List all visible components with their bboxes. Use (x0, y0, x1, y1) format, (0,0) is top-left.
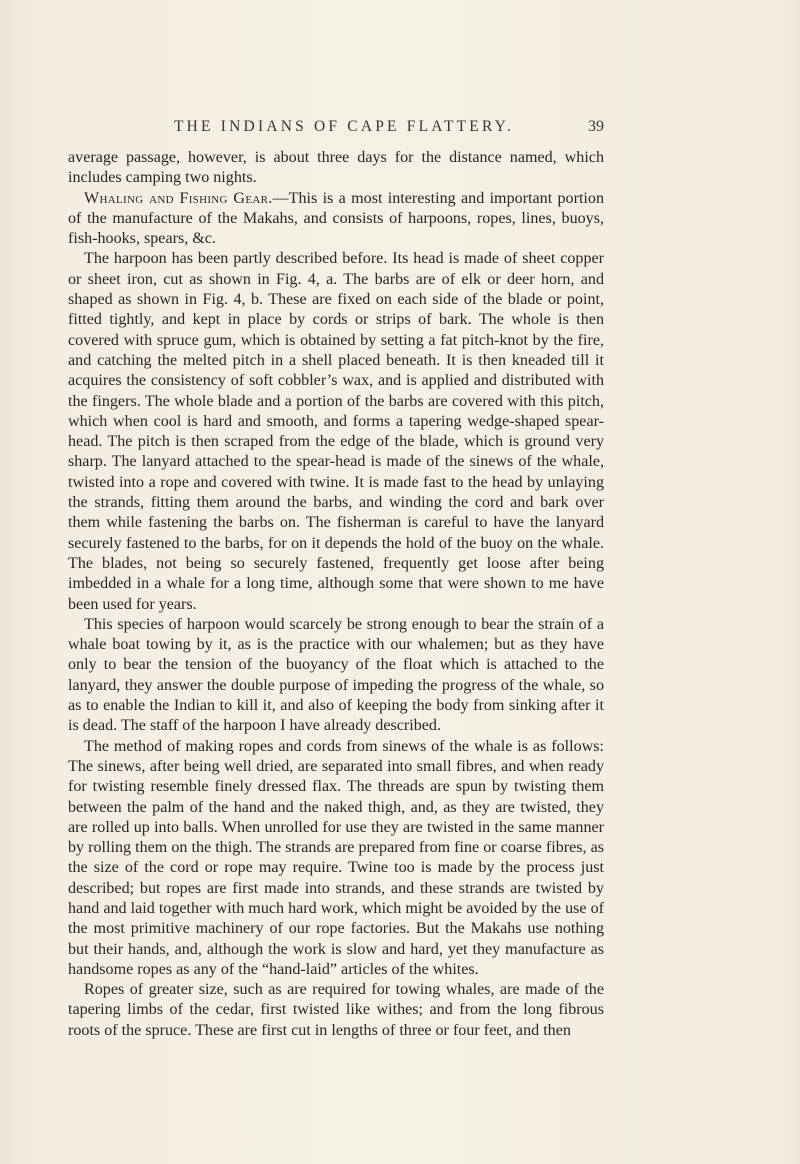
paragraph-harpoon-strength: This species of harpoon would scarcely be strong enough to bear the strain of a whale boat towing by it, as is the practice with our whalemen; but as they have only to bear the tension of the buoyancy of the float which is attached to the lanyard, they answer the double purpose of impeding the progress of the whale, so as to enable the Indian to kill it, and also of keeping the body from sinking after it is dead. The staff of the harpoon I have already described. (68, 615, 604, 735)
paragraph-continuation: average passage, however, is about three days for the distance named, which includes camping two nights. (68, 149, 604, 187)
page-number: 39 (588, 118, 604, 135)
paragraph-large-ropes: Ropes of greater size, such as are required for towing whales, are made of the tapering limbs of the cedar, first twisted like withes; and from the long fibrous roots of the spruce. These are first cut in lengths of three or four feet, and then (68, 981, 604, 1039)
page-header (68, 118, 604, 138)
running-title: THE INDIANS OF CAPE FLATTERY. (174, 118, 515, 135)
body-text (68, 148, 604, 1041)
section-heading: Whaling and Fishing Gear. (84, 189, 273, 207)
paragraph-rope-making: The method of making ropes and cords from sinews of the whale is as follows: The sinews, after being well dried, are separated into small fibres, and when ready for twisting resemble finely dressed flax. The threads are spun by twisting them between the palm of the hand and the naked thigh, and, as they are twisted, they are rolled up into balls. When unrolled for use they are twisted in the same manner by rolling them on the thigh. The strands are prepared from fine or coarse fibres, as the size of the cord or rope may require. Twine too is made by the process just described; but ropes are first made into strands, and these strands are twisted by hand and laid together with much hard work, which might be avoided by the use of the most primitive machinery of our rope factories. But the Makahs use nothing but their hands, and, although the work is slow and hard, yet they manufacture as handsome ropes as any of the “hand-laid” articles of the whites. (68, 737, 604, 978)
paragraph-whaling-gear (68, 189, 604, 250)
paragraph-harpoon: The harpoon has been partly described before. Its head is made of sheet copper or sheet iron, cut as shown in Fig. 4, a. The barbs are of elk or deer horn, and shaped as shown in Fig. 4, b. These are fixed on each side of the blade or point, fitted tightly, and kept in place by cords or strips of bark. The whole is then covered with spruce gum, which is obtained by setting a fat pitch-knot by the fire, and catching the melted pitch in a shell placed beneath. It is then kneaded till it acquires the consistency of soft cobbler’s wax, and is applied and distributed with the fingers. The whole blade and a portion of the barbs are covered with this pitch, which when cool is hard and smooth, and forms a tapering wedge-shaped spear-head. The pitch is then scraped from the edge of the blade, which is ground very sharp. The lanyard attached to the spear-head is made of the sinews of the whale, twisted into a rope and covered with twine. It is made fast to the head by unlaying the strands, fitting them around the barbs, and winding the cord and bark over them while fastening the barbs on. The fisherman is careful to have the lanyard securely fastened to the barbs, for on it depends the hold of the buoy on the whale. The blades, not being so securely fastened, frequently get loose after being imbedded in a whale for a long time, although some that were shown to me have been used for years. (68, 250, 604, 613)
paragraph-text: —This is a most interesting and important portion of the manufacture of the Makahs, and consists of harpoons, ropes, lines, buoys, fish-hooks, spears, &c. (68, 189, 604, 248)
